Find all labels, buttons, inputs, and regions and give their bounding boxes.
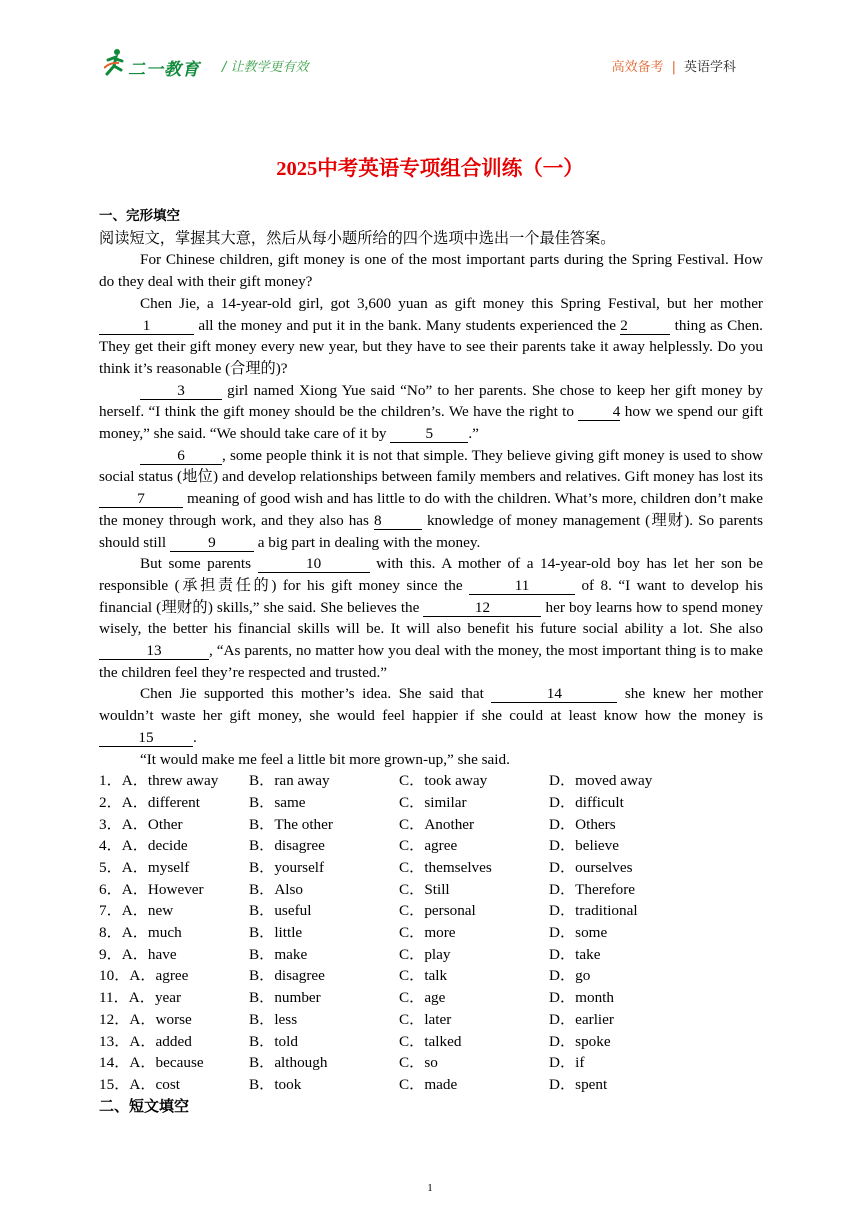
paragraph-4 (99, 445, 763, 554)
runner-logo-icon (104, 48, 124, 78)
option-a: 2．A．different (99, 793, 200, 811)
option-a: 9．A．have (99, 945, 177, 963)
option-d: D．moved away (549, 772, 653, 790)
section-heading-passage-fill: 二、短文填空 (99, 1096, 190, 1115)
text: thing as Chen. They get their gift money every new year, but they have to see their parents take it away helplessly. Do you think it’s reasonable (合理的)? (99, 316, 763, 377)
blank-1: 1 (99, 317, 194, 335)
option-d: D．spoke (549, 1032, 611, 1050)
options-list (99, 770, 763, 1095)
page-number: 1 (427, 1182, 433, 1194)
blank-8: 8 (374, 512, 422, 530)
option-c: C．agree (399, 837, 458, 855)
option-b: B．disagree (249, 837, 325, 855)
option-c: C．personal (399, 902, 476, 920)
option-row (99, 965, 763, 987)
option-row (99, 1031, 763, 1053)
text: , some people think it is not that simple. They believe giving gift money is used to show social status (地位) and develop relationships between family members and relatives. Gift money has lost its (99, 446, 763, 486)
blank-7: 7 (99, 490, 183, 508)
option-d: D．go (549, 967, 591, 985)
option-b: B．told (249, 1032, 298, 1050)
option-a: 5．A．myself (99, 859, 190, 877)
option-row (99, 987, 763, 1009)
option-d: D．ourselves (549, 859, 633, 877)
option-c: C．more (399, 924, 456, 942)
document-body (99, 206, 763, 1117)
option-a: 11．A．year (99, 989, 182, 1007)
header-tag-exam: 高效备考 (611, 60, 664, 75)
option-d: D．if (549, 1054, 585, 1072)
option-b: B．Also (249, 880, 304, 898)
option-a: 10．A．agree (99, 967, 189, 985)
option-a: 3．A．Other (99, 815, 183, 833)
blank-13: 13 (99, 642, 209, 660)
paragraph-5 (99, 553, 763, 683)
option-b: B．same (249, 793, 306, 811)
option-c: C．talk (399, 967, 448, 985)
option-d: D．difficult (549, 793, 624, 811)
text: .” (468, 425, 479, 443)
option-c: C．took away (399, 772, 488, 790)
option-b: B．ran away (249, 772, 330, 790)
option-c: C．similar (399, 793, 467, 811)
option-c: C．talked (399, 1032, 462, 1050)
blank-9: 9 (170, 534, 254, 552)
option-b: B．yourself (249, 859, 325, 877)
option-c: C．play (399, 945, 451, 963)
text: , “As parents, no matter how you deal with the money, the most important thing is to make the children feel they’re respected and trusted.” (99, 642, 763, 681)
text: girl named Xiong Yue said “No” to her parents. She chose to keep her gift money by herself. “I think the gift money should be the children’s. We have the right to (99, 381, 763, 421)
text: her boy learns how to spend money wisely, the better his financial skills will be. It will also benefit his future social ability a lot. She also (99, 598, 763, 638)
blank-3: 3 (140, 382, 222, 400)
text: with this. A mother of a 14-year-old boy has let her son be responsible (承担责任的) for his gift money since the (99, 555, 764, 594)
option-a: 15．A．cost (99, 1075, 180, 1093)
text: a big part in dealing with the money. (253, 533, 481, 551)
option-b: B．useful (249, 902, 312, 920)
page-header (0, 0, 860, 90)
text: how we spend our gift money,” she said. “We should take care of it by (99, 403, 763, 443)
blank-6: 6 (140, 447, 222, 465)
option-b: B．number (249, 989, 321, 1007)
text: . (193, 728, 197, 746)
blank-2: 2 (620, 317, 670, 335)
option-a: 13．A．added (99, 1032, 192, 1050)
option-d: D．believe (549, 837, 620, 855)
blank-14: 14 (491, 685, 617, 703)
text: meaning of good wish and has little to do with the children. What’s more, children don’t make the money through work, and they also has (99, 490, 763, 529)
option-row (99, 944, 763, 966)
option-row (99, 770, 763, 792)
paragraph-3 (99, 380, 763, 445)
blank-15: 15 (99, 729, 193, 747)
option-b: B．little (249, 924, 303, 942)
instruction: 阅读短文，掌握其大意，然后从每小题所给的四个选项中选出一个最佳答案。 (99, 229, 616, 247)
option-b: B．The other (249, 815, 333, 833)
option-c: C．themselves (399, 859, 492, 877)
option-c: C．later (399, 1010, 452, 1028)
option-a: 7．A．new (99, 902, 174, 920)
option-b: B．make (249, 945, 308, 963)
option-row (99, 1009, 763, 1031)
header-right (612, 56, 736, 75)
option-a: 1．A．threw away (99, 772, 219, 790)
option-row (99, 900, 763, 922)
option-c: C．Still (399, 880, 450, 898)
paragraph-6 (99, 683, 763, 748)
paragraph-1: For Chinese children, gift money is one of the most important parts during the Spring Festival. How do they deal with their gift money? (99, 251, 763, 291)
option-d: D．some (549, 924, 608, 942)
header-tag-subject: 英语学科 (683, 60, 736, 75)
page-title: 2025中考英语专项组合训练（一） (276, 158, 584, 180)
option-b: B．less (249, 1010, 298, 1028)
blank-5: 5 (390, 425, 468, 443)
option-d: D．take (549, 945, 601, 963)
option-row (99, 835, 763, 857)
option-c: C．so (399, 1054, 438, 1072)
option-b: B．took (249, 1075, 302, 1093)
option-row (99, 1052, 763, 1074)
paragraph-2 (99, 293, 763, 380)
option-row (99, 814, 763, 836)
blank-11: 11 (469, 577, 575, 595)
option-row (99, 879, 763, 901)
option-d: D．Therefore (549, 880, 636, 898)
option-row (99, 922, 763, 944)
option-a: 6．A．However (99, 880, 204, 898)
logo-text: 二一教育 (128, 60, 200, 80)
option-row (99, 1074, 763, 1096)
blank-12: 12 (423, 599, 541, 617)
text: But some parents (140, 555, 258, 573)
option-d: D．spent (549, 1075, 608, 1093)
option-a: 14．A．because (99, 1054, 204, 1072)
paragraph-7: “It would make me feel a little bit more grown-up,” she said. (140, 750, 510, 768)
option-b: B．disagree (249, 967, 325, 985)
blank-10: 10 (258, 555, 370, 573)
option-a: 4．A．decide (99, 837, 188, 855)
option-row (99, 857, 763, 879)
option-d: D．month (549, 989, 614, 1007)
text: knowledge of money management (理财). So parents should still (99, 511, 763, 551)
option-d: D．traditional (549, 902, 638, 920)
option-b: B．although (249, 1054, 328, 1072)
text: all the money and put it in the bank. Many students experienced the (194, 316, 621, 334)
header-separator: | (671, 60, 676, 75)
option-row (99, 792, 763, 814)
option-d: D．earlier (549, 1010, 614, 1028)
text: Chen Jie supported this mother’s idea. She said that (140, 685, 492, 703)
text: of 8. “I want to develop his financial (理财的) skills,” she said. She believes the (99, 576, 763, 616)
slogan: / 让教学更有效 (222, 60, 309, 75)
option-a: 8．A．much (99, 924, 182, 942)
option-d: D．Others (549, 815, 616, 833)
option-c: C．Another (399, 815, 475, 833)
blank-4: 4 (578, 403, 620, 421)
option-c: C．made (399, 1075, 458, 1093)
option-a: 12．A．worse (99, 1010, 192, 1028)
text: Chen Jie, a 14-year-old girl, got 3,600 yuan as gift money this Spring Festival, but her mother (140, 294, 763, 312)
option-c: C．age (399, 989, 446, 1007)
section-heading-cloze: 一、完形填空 (99, 208, 180, 224)
text: she knew her mother wouldn’t waste her gift money, she would feel happier if she could at least know how the money is (99, 685, 764, 725)
